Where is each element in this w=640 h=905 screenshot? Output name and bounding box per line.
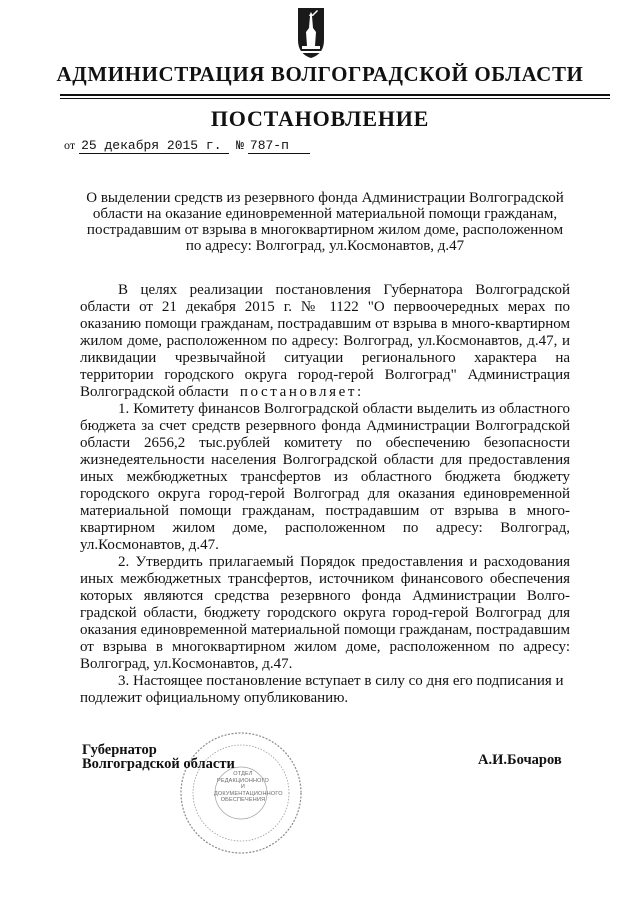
header-rule-thick <box>60 94 610 96</box>
stamp-line: ОТДЕЛ <box>233 771 253 777</box>
document-body <box>80 282 570 707</box>
preamble-paragraph <box>80 282 570 401</box>
resolves-word: постановляет: <box>239 384 364 400</box>
document-number: 787-п <box>248 138 310 154</box>
preamble-text: В целях реализации постановления Губернатора Волгоградской области от 21 декабря 2015 г. № 1122 "О первоочередных мерах по оказанию помощи гражданам, пострадавшим от взрыва в много-квартирном жилом доме, расположенном по адресу: Волгоград, ул.Космонавтов, д.47, и ликвидации чрезвычайной ситуации регионального характера на территории городского округа город-герой Волгоград" Администрация Волгоградской области <box>80 282 570 400</box>
document-subject <box>75 190 575 254</box>
number-sign-label: № <box>236 138 244 153</box>
signatory-name: А.И.Бочаров <box>478 752 562 768</box>
document-type-title: ПОСТАНОВЛЕНИЕ <box>210 106 430 131</box>
subject-line: по адресу: Волгоград, ул.Космонавтов, д.47 <box>185 238 465 254</box>
item-2-paragraph: 2. Утвердить прилагаемый Порядок предоставления и расходования иных межбюджетных трансфертов, источником финансового обеспечения которых являются средства резервного фонда Администрации Волго-градской области, бюджету городского округа город-герой Волгоград для оказания единовременной материальной помощи гражданам, пострадавшим от взрыва в многоквартирном жилом доме, расположенном по адресу: Волгоград, ул.Космонавтов, д.47. <box>80 554 570 672</box>
signatory-title-line2: Волгоградской области <box>82 756 235 772</box>
item-3-paragraph: 3. Настоящее постановление вступает в силу со дня его подписания и подлежит официальному опубликованию. <box>80 673 564 706</box>
header-rule-thin <box>60 98 610 99</box>
signatory-title <box>82 743 235 771</box>
date-number-line <box>60 138 310 154</box>
subject-line: О выделении средств из резервного фонда Администрации Волгоградской <box>86 190 564 206</box>
stamp-line: И ДОКУМЕНТАЦИОННОГО <box>214 784 283 797</box>
signatory-title-line1: Губернатор <box>82 742 157 758</box>
subject-line: пострадавшим от взрыва в многоквартирном жилом доме, расположенном <box>86 222 564 238</box>
item-1-paragraph: 1. Комитету финансов Волгоградской области выделить из областного бюджета за счет средств резервного фонда Администрации Волгоградской области 2656,2 тыс.рублей комитету по обеспечению безопасности жизнедеятельности населения Волгоградской области для предоставления иных межбюджетных трансфертов из областного бюджета бюджету городского округа город-герой Волгоград для оказания единовременной материальной помощи гражданам, пострадавшим от взрыва в много-квартирном жилом доме, расположенном по адресу: Волгоград, ул.Космонавтов, д.47. <box>80 401 570 553</box>
organization-title: АДМИНИСТРАЦИЯ ВОЛГОГРАДСКОЙ ОБЛАСТИ <box>56 62 584 86</box>
coat-of-arms-icon <box>296 6 326 60</box>
stamp-text <box>214 771 283 804</box>
stamp-line: ОБЕСПЕЧЕНИЯ <box>220 797 266 804</box>
date-from-label: от <box>64 138 76 152</box>
subject-line: области на оказание единовременной материальной помощи гражданам, <box>92 206 558 222</box>
stamp-line: РЕДАКЦИОННОГО <box>216 777 269 784</box>
document-date: 25 декабря 2015 г. <box>79 138 229 154</box>
